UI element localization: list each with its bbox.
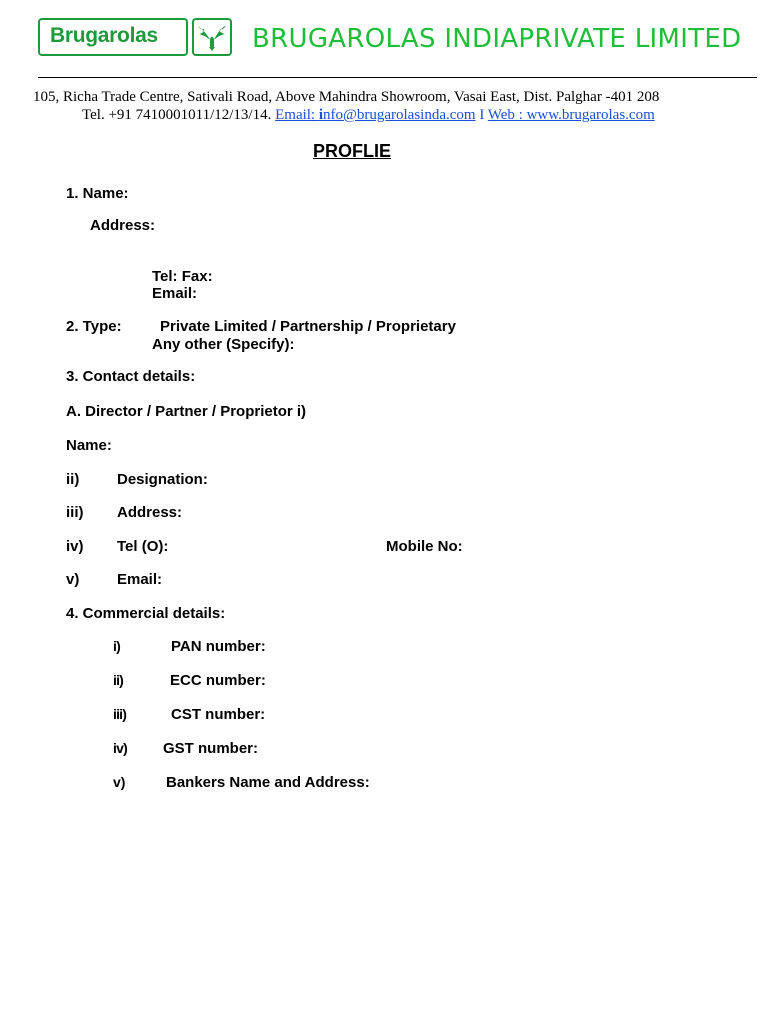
contact-email-num: v) bbox=[66, 571, 80, 588]
designation-num: ii) bbox=[66, 471, 80, 488]
cst-label: CST number: bbox=[171, 706, 266, 723]
ecc-num: ii) bbox=[113, 672, 124, 688]
tel-office-num: iv) bbox=[66, 538, 84, 555]
tel-office-label: Tel (O): bbox=[117, 538, 169, 555]
commercial-heading: 4. Commercial details: bbox=[66, 605, 226, 622]
email-label-field: Email: bbox=[152, 285, 198, 302]
contact-address-num: iii) bbox=[66, 504, 84, 521]
contact-line bbox=[82, 107, 655, 124]
contact-name-label: Name: bbox=[66, 437, 112, 454]
company-name: BRUGAROLAS INDIAPRIVATE LIMITED bbox=[252, 24, 742, 48]
page-title: PROFLIE bbox=[313, 141, 392, 161]
email-label: Email: bbox=[275, 107, 319, 123]
bird-logo-icon bbox=[192, 18, 232, 56]
phone-numbers: Tel. +91 7410001011/12/13/14. bbox=[82, 107, 272, 123]
brand-logo bbox=[38, 18, 188, 56]
gst-label: GST number: bbox=[163, 740, 259, 757]
designation-label: Designation: bbox=[117, 471, 208, 488]
company-address: 105, Richa Trade Centre, Sativali Road, Above Mahindra Showroom, Vasai East, Dist. Palghar -401 208 bbox=[33, 89, 660, 105]
email-address: nfo@brugarolasinda.com bbox=[323, 107, 476, 123]
director-label: A. Director / Partner / Proprietor i) bbox=[66, 403, 307, 420]
pan-label: PAN number: bbox=[171, 638, 266, 655]
address-label: Address: bbox=[90, 217, 156, 234]
web-link[interactable]: Web : www.brugarolas.com bbox=[487, 107, 655, 123]
gst-num: iv) bbox=[113, 740, 127, 756]
tel-fax-label: Tel: Fax: bbox=[152, 268, 213, 285]
bankers-num: v) bbox=[113, 774, 126, 790]
contact-address-label: Address: bbox=[117, 504, 183, 521]
cst-num: iii) bbox=[113, 706, 127, 722]
bankers-label: Bankers Name and Address: bbox=[166, 774, 370, 791]
pan-num: i) bbox=[113, 638, 120, 654]
email-initial: i bbox=[318, 107, 324, 123]
type-options: Private Limited / Partnership / Proprietary bbox=[160, 318, 456, 335]
email-link[interactable] bbox=[275, 107, 475, 123]
contact-details-heading: 3. Contact details: bbox=[66, 368, 196, 385]
type-other: Any other (Specify): bbox=[152, 336, 295, 353]
ecc-label: ECC number: bbox=[170, 672, 266, 689]
header-divider bbox=[38, 77, 757, 78]
mobile-label: Mobile No: bbox=[386, 538, 463, 555]
separator: I bbox=[479, 107, 485, 123]
name-label: 1. Name: bbox=[66, 185, 129, 202]
logo-wordmark: Brugarolas bbox=[50, 24, 158, 47]
contact-email-label: Email: bbox=[117, 571, 163, 588]
type-label: 2. Type: bbox=[66, 318, 122, 335]
